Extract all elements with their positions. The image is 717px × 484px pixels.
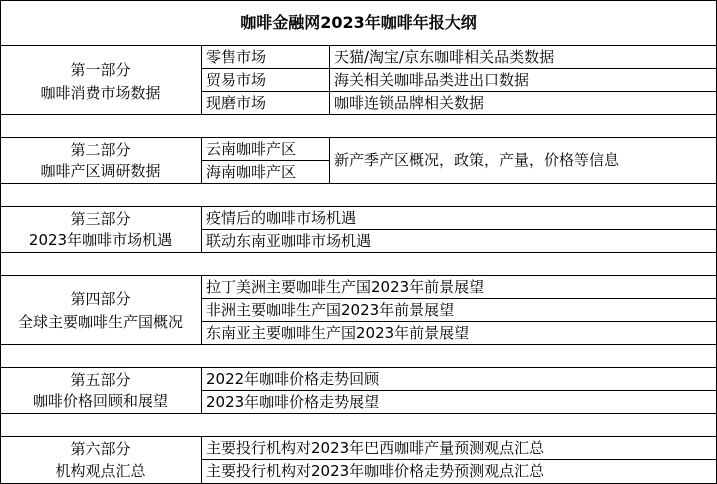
section-1-item-3-sub: 现磨市场 — [206, 94, 267, 112]
row-divider — [0, 137, 717, 138]
section-5-name: 咖啡价格回顾和展望 — [32, 392, 168, 410]
section-1-item-2-sub: 贸易市场 — [206, 71, 267, 89]
section-2-item-2-sub: 海南咖啡产区 — [206, 163, 297, 181]
section-4-item-1: 拉丁美洲主要咖啡生产国2023年前景展望 — [206, 278, 485, 296]
section-1-part: 第一部分 — [70, 61, 131, 79]
row-divider — [0, 275, 717, 276]
section-4-name: 全球主要咖啡生产国概况 — [17, 313, 183, 331]
section-1-item-2-desc: 海关相关咖啡品类进出口数据 — [334, 71, 530, 89]
section-3-name: 2023年咖啡市场机遇 — [28, 231, 173, 249]
row-divider — [201, 321, 717, 322]
title-divider — [0, 45, 717, 46]
row-divider — [201, 229, 717, 230]
section-6-part: 第六部分 — [70, 440, 131, 458]
section-1-name: 咖啡消费市场数据 — [40, 84, 161, 102]
section-2-item-1-sub: 云南咖啡产区 — [206, 140, 297, 158]
section-1-item-3-desc: 咖啡连锁品牌相关数据 — [334, 94, 485, 112]
section-2-part: 第二部分 — [70, 141, 131, 159]
row-divider — [201, 160, 329, 161]
section-6-item-1: 主要投行机构对2023年巴西咖啡产量预测观点汇总 — [206, 439, 545, 457]
section-3-part: 第三部分 — [70, 210, 131, 228]
row-divider — [201, 91, 717, 92]
section-2-merged-desc: 新产季产区概况，政策，产量，价格等信息 — [334, 151, 620, 169]
section-5-item-2: 2023年咖啡价格走势展望 — [206, 393, 380, 411]
section-1-item-1-sub: 零售市场 — [206, 48, 267, 66]
row-divider — [201, 68, 717, 69]
row-divider — [0, 183, 717, 184]
col-divider — [329, 137, 330, 183]
section-3-item-1: 疫情后的咖啡市场机遇 — [206, 209, 357, 227]
section-5-part: 第五部分 — [70, 371, 131, 389]
col-divider — [201, 45, 202, 114]
row-divider — [0, 344, 717, 345]
row-divider — [0, 114, 717, 115]
section-2-name: 咖啡产区调研数据 — [40, 162, 161, 180]
section-3-item-2: 联动东南亚咖啡市场机遇 — [206, 232, 372, 250]
row-divider — [0, 436, 717, 437]
section-1-item-1-desc: 天猫/淘宝/京东咖啡相关品类数据 — [334, 48, 555, 66]
section-4-item-3: 东南亚主要咖啡生产国2023年前景展望 — [206, 324, 470, 342]
row-divider — [0, 413, 717, 414]
row-divider — [201, 298, 717, 299]
row-divider — [201, 459, 717, 460]
section-5-item-1: 2022年咖啡价格走势回顾 — [206, 370, 380, 388]
section-4-part: 第四部分 — [70, 290, 131, 308]
table-border-top — [0, 0, 717, 1]
row-divider — [0, 206, 717, 207]
col-divider — [201, 275, 202, 344]
section-6-item-2: 主要投行机构对2023年咖啡价格走势预测观点汇总 — [206, 462, 545, 480]
row-divider — [201, 390, 717, 391]
row-divider — [0, 252, 717, 253]
report-title: 咖啡金融网2023年咖啡年报大纲 — [240, 13, 477, 32]
col-divider — [329, 45, 330, 114]
col-divider — [201, 436, 202, 484]
row-divider — [0, 367, 717, 368]
section-6-name: 机构观点汇总 — [55, 462, 146, 480]
section-4-item-2: 非洲主要咖啡生产国2023年前景展望 — [206, 301, 455, 319]
